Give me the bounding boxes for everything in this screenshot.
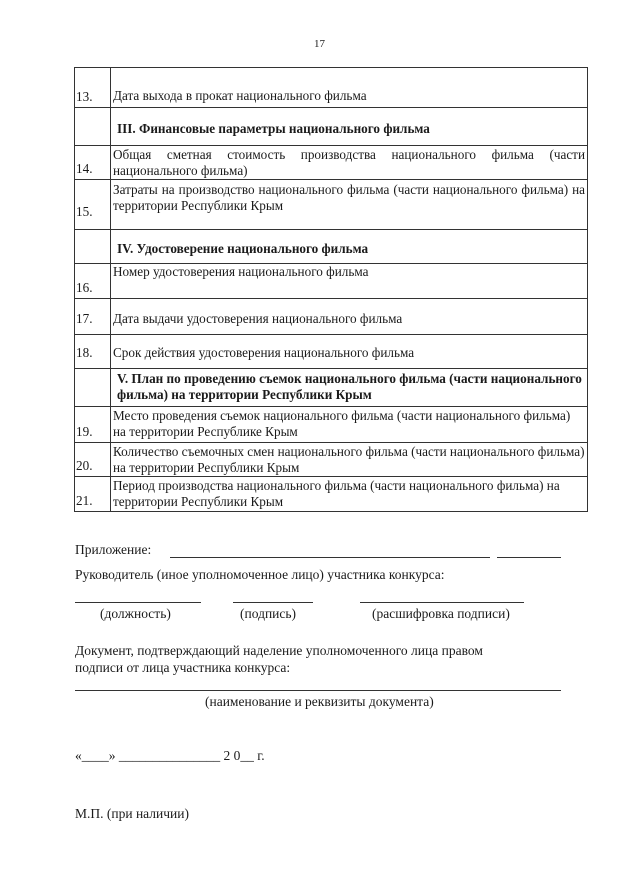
table-row xyxy=(75,407,588,443)
document-text-line2: подписи от лица участника конкурса: xyxy=(75,660,291,675)
row-number: 15. xyxy=(75,180,111,230)
row-text: Дата выдачи удостоверения национального фильма xyxy=(111,299,588,335)
signature-blank-line xyxy=(233,602,313,603)
table-row xyxy=(75,299,588,335)
row-text: Номер удостоверения национального фильма xyxy=(111,264,588,299)
row-text: Затраты на производство национального фильма (части национального фильма) на территории Республики Крым xyxy=(111,180,588,230)
position-caption: (должность) xyxy=(100,606,171,621)
row-text: Срок действия удостоверения национального фильма xyxy=(111,335,588,369)
film-parameters-table xyxy=(74,67,588,512)
row-number: 14. xyxy=(75,146,111,180)
stamp-label: М.П. (при наличии) xyxy=(75,806,189,821)
row-number: 21. xyxy=(75,477,111,512)
row-text: Место проведения съемок национального фильма (части национального фильма) на территории Республике Крым xyxy=(111,407,588,443)
date-line: «____» _______________ 2 0__ г. xyxy=(75,748,265,763)
row-number: 17. xyxy=(75,299,111,335)
section-heading: V. План по проведению съемок национального фильма (части национального фильма) на территории Республики Крым xyxy=(111,369,588,407)
section-heading: IV. Удостоверение национального фильма xyxy=(111,230,588,264)
row-number: 18. xyxy=(75,335,111,369)
table-row xyxy=(75,335,588,369)
table-row xyxy=(75,443,588,477)
row-text: Дата выхода в прокат национального фильма xyxy=(111,68,588,108)
table-row xyxy=(75,477,588,512)
page-number: 17 xyxy=(314,38,325,50)
position-blank-line xyxy=(75,602,201,603)
signature-caption: (подпись) xyxy=(240,606,297,621)
row-text: Период производства национального фильма (части национального фильма) на территории Республики Крым xyxy=(111,477,588,512)
document-blank-line xyxy=(75,690,561,691)
section-heading: III. Финансовые параметры национального фильма xyxy=(111,108,588,146)
table-row xyxy=(75,264,588,299)
row-number: 13. xyxy=(75,68,111,108)
head-label: Руководитель (иное уполномоченное лицо) участника конкурса: xyxy=(75,567,445,582)
section-row xyxy=(75,108,588,146)
appendix-blank-line-short xyxy=(497,557,561,558)
row-number: 19. xyxy=(75,407,111,443)
document-text-line1: Документ, подтверждающий наделение уполномоченного лица правом xyxy=(75,643,483,658)
row-number: 20. xyxy=(75,443,111,477)
decoding-blank-line xyxy=(360,602,524,603)
appendix-blank-line xyxy=(170,557,490,558)
document-caption: (наименование и реквизиты документа) xyxy=(205,694,434,709)
table-row xyxy=(75,180,588,230)
appendix-label: Приложение: xyxy=(75,542,152,557)
decoding-caption: (расшифровка подписи) xyxy=(372,606,510,621)
section-row xyxy=(75,230,588,264)
table-row xyxy=(75,68,588,108)
row-number: 16. xyxy=(75,264,111,299)
table-row xyxy=(75,146,588,180)
row-text: Общая сметная стоимость производства национального фильма (части национального фильма) xyxy=(111,146,588,180)
section-row xyxy=(75,369,588,407)
row-text: Количество съемочных смен национального фильма (части национального фильма) на территории Республики Крым xyxy=(111,443,588,477)
